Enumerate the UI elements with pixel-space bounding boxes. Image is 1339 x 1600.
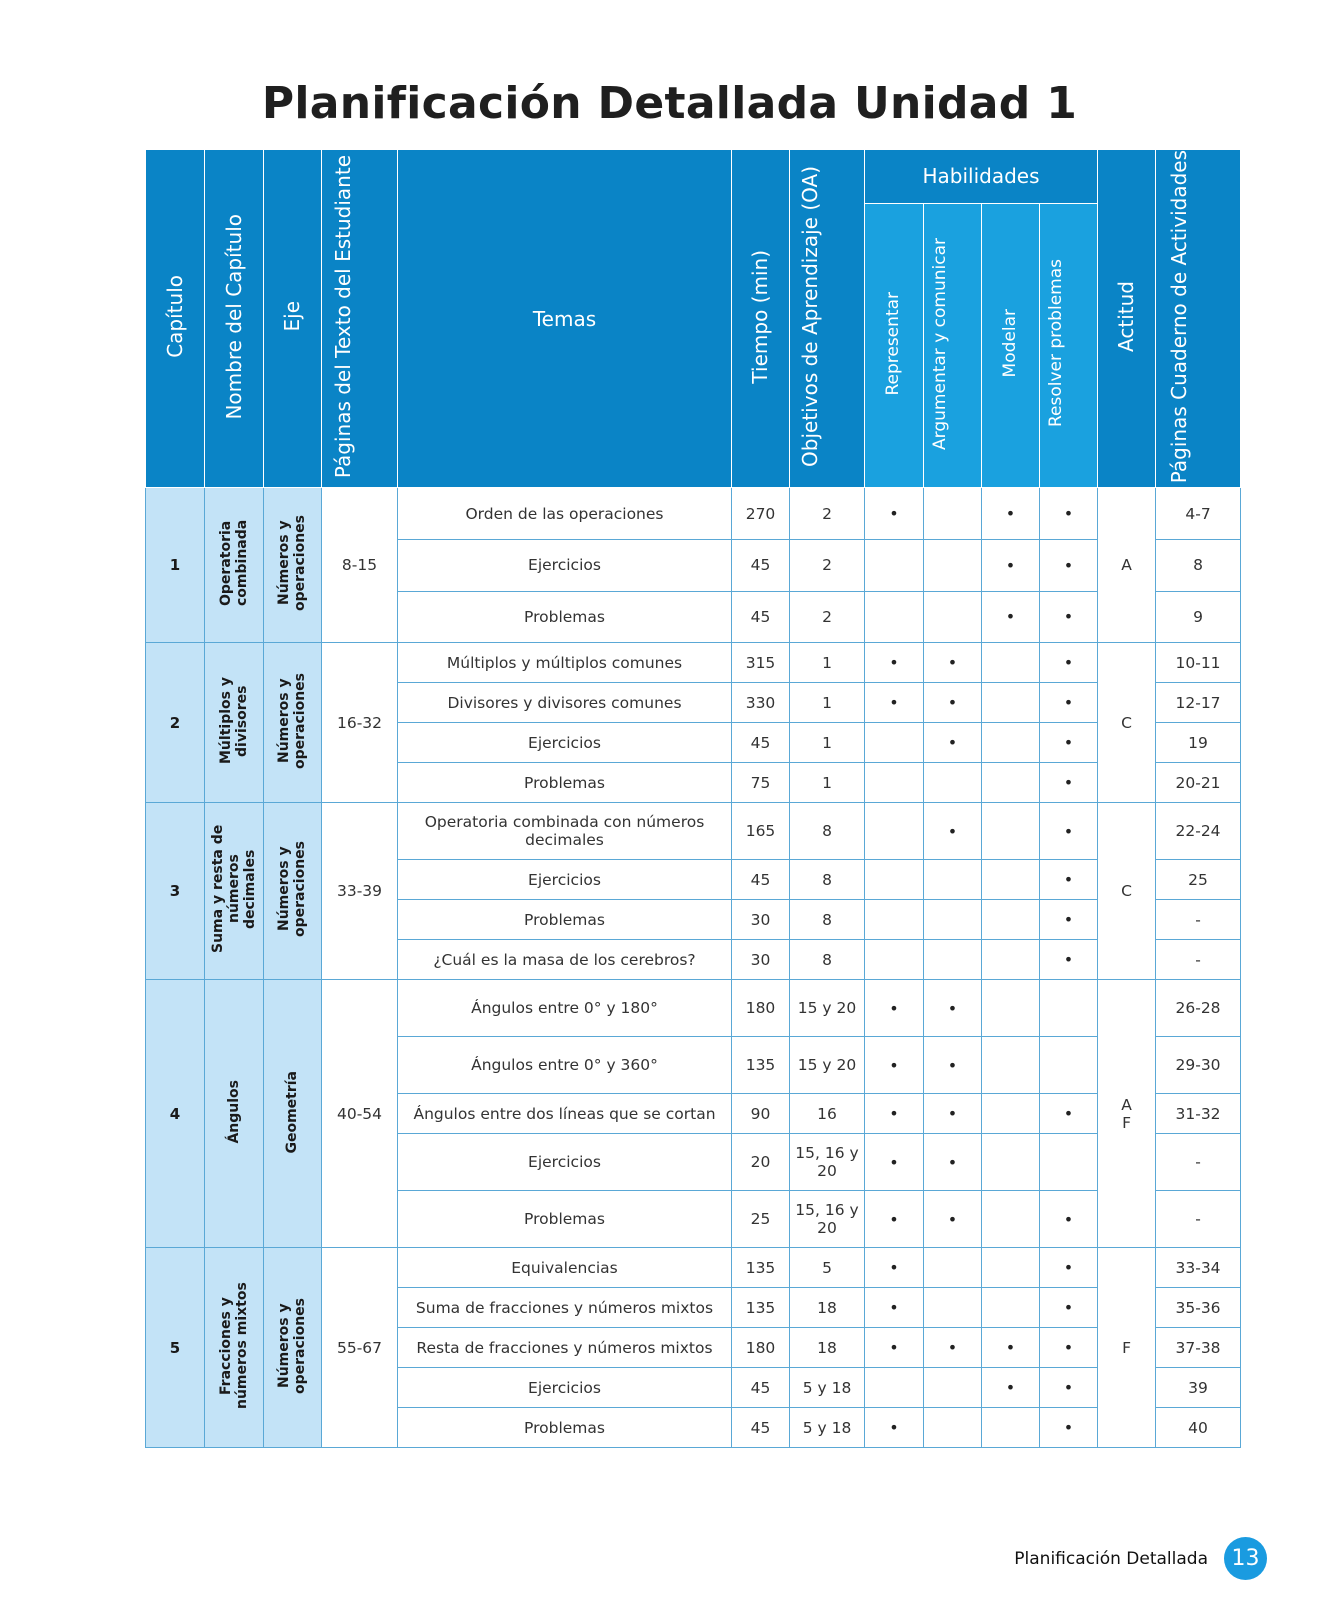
skill-representar-cell [865,723,924,763]
table-row [146,1248,1241,1288]
topic-cell: Problemas [398,900,732,940]
skill-modelar-cell [982,860,1040,900]
topic-cell: Divisores y divisores comunes [398,683,732,723]
page-number-badge: 13 [1224,1537,1267,1580]
chapter-eje: Números y operaciones [264,1248,322,1448]
topic-cell: Ejercicios [398,723,732,763]
header-objetivos: Objetivos de Aprendizaje (OA) [790,150,865,488]
skill-modelar-cell [982,723,1040,763]
actitud-cell: A F [1098,980,1156,1248]
skill-argumentar-cell [924,860,982,900]
chapter-eje: Números y operaciones [264,803,322,980]
footer [1014,1537,1267,1580]
chapter-number: 5 [146,1248,205,1448]
skill-modelar-cell: • [982,1328,1040,1368]
time-cell: 20 [732,1134,790,1191]
time-cell: 180 [732,980,790,1037]
skill-argumentar-cell [924,488,982,540]
workbook-pages-cell: 22-24 [1156,803,1241,860]
skill-modelar-cell [982,1248,1040,1288]
skill-representar-cell [865,900,924,940]
workbook-pages-cell: 8 [1156,539,1241,591]
skill-resolver-cell: • [1040,1328,1098,1368]
workbook-pages-cell: 37-38 [1156,1328,1241,1368]
skill-representar-cell: • [865,980,924,1037]
oa-cell: 2 [790,488,865,540]
time-cell: 135 [732,1037,790,1094]
chapter-pages: 55-67 [322,1248,398,1448]
header-tiempo: Tiempo (min) [732,150,790,488]
skill-modelar-cell [982,940,1040,980]
skill-resolver-cell: • [1040,591,1098,643]
skill-representar-cell: • [865,1328,924,1368]
header-capitulo: Capítulo [146,150,205,488]
skill-resolver-cell [1040,980,1098,1037]
header-resolver: Resolver problemas [1040,203,1098,488]
skill-resolver-cell: • [1040,1248,1098,1288]
skill-resolver-cell: • [1040,763,1098,803]
page-title: Planificación Detallada Unidad 1 [261,78,1078,129]
time-cell: 90 [732,1094,790,1134]
table-row [146,803,1241,860]
oa-cell: 16 [790,1094,865,1134]
oa-cell: 1 [790,643,865,683]
chapter-name: Múltiplos y divisores [205,643,264,803]
time-cell: 45 [732,723,790,763]
chapter-pages: 33-39 [322,803,398,980]
oa-cell: 15, 16 y 20 [790,1134,865,1191]
workbook-pages-cell: 10-11 [1156,643,1241,683]
topic-cell: Ejercicios [398,1368,732,1408]
skill-representar-cell: • [865,488,924,540]
oa-cell: 1 [790,683,865,723]
oa-cell: 1 [790,763,865,803]
oa-cell: 18 [790,1328,865,1368]
workbook-pages-cell: 29-30 [1156,1037,1241,1094]
skill-representar-cell: • [865,1094,924,1134]
topic-cell: Problemas [398,763,732,803]
skill-modelar-cell: • [982,488,1040,540]
time-cell: 30 [732,900,790,940]
skill-modelar-cell [982,643,1040,683]
time-cell: 165 [732,803,790,860]
time-cell: 135 [732,1248,790,1288]
oa-cell: 1 [790,723,865,763]
skill-argumentar-cell [924,940,982,980]
chapter-pages: 16-32 [322,643,398,803]
header-paginas-texto: Páginas del Texto del Estudiante [322,150,398,488]
topic-cell: Problemas [398,591,732,643]
oa-cell: 5 [790,1248,865,1288]
header-nombre-capitulo: Nombre del Capítulo [205,150,264,488]
skill-modelar-cell [982,1408,1040,1448]
workbook-pages-cell: 12-17 [1156,683,1241,723]
skill-modelar-cell [982,763,1040,803]
topic-cell: Ángulos entre 0° y 180° [398,980,732,1037]
header-habilidades: Habilidades [865,150,1098,204]
time-cell: 270 [732,488,790,540]
skill-modelar-cell [982,1191,1040,1248]
chapter-pages: 8-15 [322,488,398,643]
workbook-pages-cell: 19 [1156,723,1241,763]
workbook-pages-cell: 9 [1156,591,1241,643]
footer-text: Planificación Detallada [1014,1548,1208,1569]
chapter-eje: Números y operaciones [264,488,322,643]
time-cell: 135 [732,1288,790,1328]
skill-representar-cell [865,1368,924,1408]
skill-modelar-cell [982,1037,1040,1094]
skill-representar-cell [865,539,924,591]
oa-cell: 8 [790,900,865,940]
workbook-pages-cell: 31-32 [1156,1094,1241,1134]
time-cell: 45 [732,1368,790,1408]
oa-cell: 15 y 20 [790,1037,865,1094]
workbook-pages-cell: 39 [1156,1368,1241,1408]
skill-representar-cell: • [865,1408,924,1448]
skill-argumentar-cell: • [924,1191,982,1248]
skill-argumentar-cell: • [924,1134,982,1191]
topic-cell: Ángulos entre 0° y 360° [398,1037,732,1094]
skill-modelar-cell: • [982,539,1040,591]
chapter-name: Ángulos [205,980,264,1248]
header-modelar: Modelar [982,203,1040,488]
skill-argumentar-cell [924,763,982,803]
table-body [146,488,1241,1448]
skill-argumentar-cell: • [924,980,982,1037]
skill-argumentar-cell [924,1288,982,1328]
oa-cell: 2 [790,539,865,591]
time-cell: 330 [732,683,790,723]
workbook-pages-cell: 20-21 [1156,763,1241,803]
workbook-pages-cell: 25 [1156,860,1241,900]
skill-argumentar-cell: • [924,723,982,763]
skill-modelar-cell [982,1134,1040,1191]
time-cell: 180 [732,1328,790,1368]
workbook-pages-cell: - [1156,940,1241,980]
topic-cell: Ángulos entre dos líneas que se cortan [398,1094,732,1134]
workbook-pages-cell: 4-7 [1156,488,1241,540]
table-row [146,488,1241,540]
time-cell: 75 [732,763,790,803]
header-paginas-cuaderno: Páginas Cuaderno de Actividades [1156,150,1241,488]
skill-modelar-cell: • [982,1368,1040,1408]
time-cell: 45 [732,591,790,643]
skill-resolver-cell: • [1040,1408,1098,1448]
topic-cell: Problemas [398,1191,732,1248]
skill-argumentar-cell [924,539,982,591]
time-cell: 315 [732,643,790,683]
skill-representar-cell: • [865,1134,924,1191]
time-cell: 30 [732,940,790,980]
topic-cell: Ejercicios [398,539,732,591]
skill-modelar-cell [982,1094,1040,1134]
topic-cell: Ejercicios [398,1134,732,1191]
actitud-cell: C [1098,643,1156,803]
skill-resolver-cell: • [1040,539,1098,591]
oa-cell: 8 [790,860,865,900]
topic-cell: ¿Cuál es la masa de los cerebros? [398,940,732,980]
skill-representar-cell [865,591,924,643]
skill-representar-cell: • [865,683,924,723]
workbook-pages-cell: 33-34 [1156,1248,1241,1288]
skill-representar-cell [865,860,924,900]
header-representar: Representar [865,203,924,488]
skill-resolver-cell: • [1040,900,1098,940]
time-cell: 45 [732,539,790,591]
skill-argumentar-cell [924,900,982,940]
oa-cell: 18 [790,1288,865,1328]
skill-argumentar-cell [924,1368,982,1408]
topic-cell: Orden de las operaciones [398,488,732,540]
chapter-number: 3 [146,803,205,980]
skill-representar-cell [865,940,924,980]
skill-modelar-cell [982,900,1040,940]
topic-cell: Operatoria combinada con números decimales [398,803,732,860]
skill-modelar-cell [982,683,1040,723]
skill-argumentar-cell: • [924,1037,982,1094]
workbook-pages-cell: - [1156,1134,1241,1191]
planning-table [145,149,1241,1448]
oa-cell: 8 [790,803,865,860]
time-cell: 25 [732,1191,790,1248]
oa-cell: 5 y 18 [790,1368,865,1408]
table-row [146,980,1241,1037]
skill-resolver-cell: • [1040,643,1098,683]
header-temas: Temas [398,150,732,488]
workbook-pages-cell: 40 [1156,1408,1241,1448]
table-row [146,643,1241,683]
oa-cell: 5 y 18 [790,1408,865,1448]
chapter-eje: Geometría [264,980,322,1248]
skill-argumentar-cell: • [924,1094,982,1134]
header-actitud: Actitud [1098,150,1156,488]
skill-representar-cell: • [865,1288,924,1328]
actitud-cell: C [1098,803,1156,980]
header-argumentar: Argumentar y comunicar [924,203,982,488]
oa-cell: 15, 16 y 20 [790,1191,865,1248]
skill-resolver-cell: • [1040,1191,1098,1248]
topic-cell: Equivalencias [398,1248,732,1288]
skill-resolver-cell: • [1040,683,1098,723]
skill-argumentar-cell: • [924,1328,982,1368]
actitud-cell: F [1098,1248,1156,1448]
chapter-number: 4 [146,980,205,1248]
skill-modelar-cell [982,803,1040,860]
time-cell: 45 [732,1408,790,1448]
skill-argumentar-cell: • [924,683,982,723]
skill-representar-cell: • [865,1191,924,1248]
chapter-number: 1 [146,488,205,643]
topic-cell: Resta de fracciones y números mixtos [398,1328,732,1368]
skill-argumentar-cell [924,591,982,643]
skill-modelar-cell [982,980,1040,1037]
skill-resolver-cell: • [1040,723,1098,763]
chapter-name: Fracciones y números mixtos [205,1248,264,1448]
time-cell: 45 [732,860,790,900]
skill-resolver-cell: • [1040,803,1098,860]
skill-resolver-cell: • [1040,1288,1098,1328]
workbook-pages-cell: - [1156,900,1241,940]
skill-resolver-cell: • [1040,860,1098,900]
skill-resolver-cell [1040,1134,1098,1191]
skill-representar-cell: • [865,1248,924,1288]
oa-cell: 15 y 20 [790,980,865,1037]
skill-representar-cell [865,803,924,860]
skill-representar-cell [865,763,924,803]
skill-resolver-cell [1040,1037,1098,1094]
workbook-pages-cell: 26-28 [1156,980,1241,1037]
chapter-eje: Números y operaciones [264,643,322,803]
skill-modelar-cell [982,1288,1040,1328]
topic-cell: Ejercicios [398,860,732,900]
oa-cell: 2 [790,591,865,643]
skill-resolver-cell: • [1040,940,1098,980]
chapter-name: Suma y resta de números decimales [205,803,264,980]
actitud-cell: A [1098,488,1156,643]
topic-cell: Suma de fracciones y números mixtos [398,1288,732,1328]
skill-modelar-cell: • [982,591,1040,643]
workbook-pages-cell: 35-36 [1156,1288,1241,1328]
topic-cell: Problemas [398,1408,732,1448]
skill-resolver-cell: • [1040,488,1098,540]
skill-argumentar-cell [924,1408,982,1448]
oa-cell: 8 [790,940,865,980]
skill-representar-cell: • [865,643,924,683]
chapter-number: 2 [146,643,205,803]
chapter-name: Operatoria combinada [205,488,264,643]
workbook-pages-cell: - [1156,1191,1241,1248]
skill-argumentar-cell: • [924,643,982,683]
topic-cell: Múltiplos y múltiplos comunes [398,643,732,683]
header-eje: Eje [264,150,322,488]
skill-representar-cell: • [865,1037,924,1094]
skill-argumentar-cell: • [924,803,982,860]
skill-argumentar-cell [924,1248,982,1288]
skill-resolver-cell: • [1040,1368,1098,1408]
skill-resolver-cell: • [1040,1094,1098,1134]
chapter-pages: 40-54 [322,980,398,1248]
